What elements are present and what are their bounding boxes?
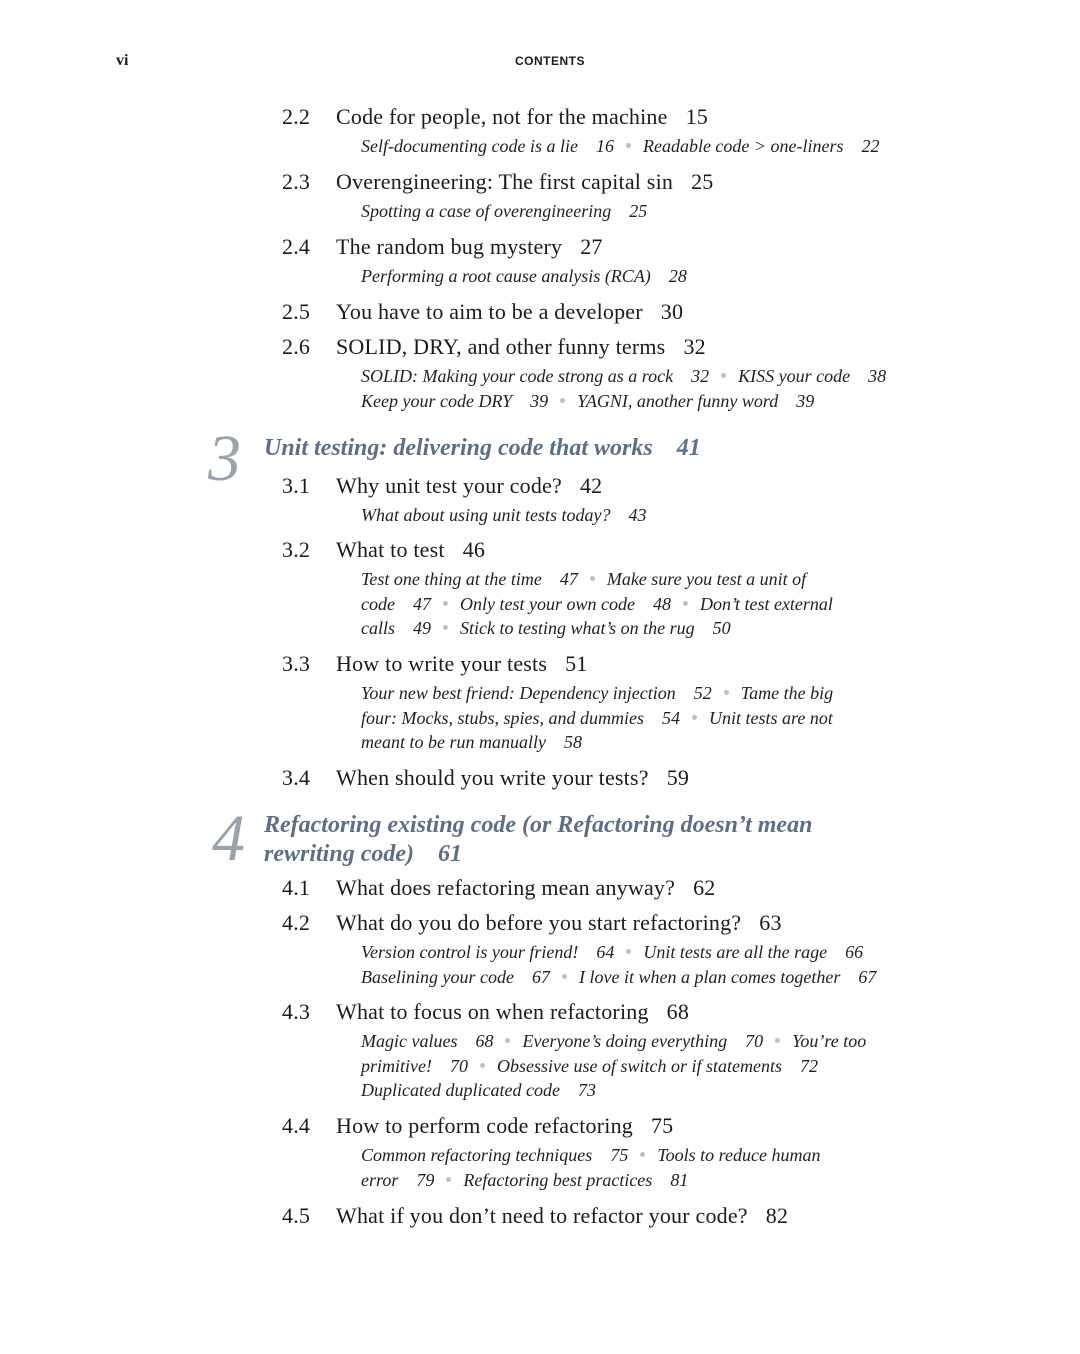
chapter-number-3: 3 [208,422,241,495]
page-number: 27 [580,234,603,259]
section-title: Code for people, not for the machine [336,104,668,129]
page-number: 66 [845,942,864,962]
toc-subsections [361,1145,820,1166]
subsection-title[interactable]: Magic values [361,1031,458,1051]
section-title: The random bug mystery [336,234,563,259]
page-number: 79 [416,1170,435,1190]
page-number: 48 [652,594,671,614]
toc-subsections [361,266,691,287]
running-head: CONTENTS [515,54,585,68]
toc-section-4-5[interactable] [282,1203,788,1229]
toc-subsections [361,1031,866,1052]
page-number: 68 [666,999,690,1024]
subsection-title[interactable]: Readable code > one-liners [642,136,844,156]
toc-subsections [361,136,884,157]
subsection-title-continued[interactable]: primitive! [361,1056,432,1076]
toc-section-2-3[interactable] [282,169,714,195]
page-number: 46 [462,537,486,562]
section-title: What if you don’t need to refactor your code? [336,1203,748,1228]
page-number: 32 [691,366,710,386]
bullet-separator [443,625,448,630]
toc-subsections [361,708,833,729]
subsection-title[interactable]: Tools to reduce human [657,1145,821,1165]
bullet-separator [446,1177,451,1182]
toc-section-3-1[interactable] [282,473,602,499]
toc-section-2-2[interactable] [282,104,708,130]
page-number: 32 [683,334,706,359]
page-number: 63 [759,910,782,935]
section-title: What to focus on when refactoring [336,999,649,1024]
page-number: 82 [765,1203,789,1228]
subsection-title[interactable]: Duplicated duplicated code [361,1080,560,1100]
section-number: 2.6 [282,334,311,359]
toc-subsections [361,505,651,526]
page-number: 62 [693,875,716,900]
subsection-title[interactable]: Spotting a case of overengineering [361,201,612,221]
toc-subsections [361,942,867,963]
section-number: 3.1 [282,473,311,498]
page-number: 61 [438,841,462,867]
section-number: 3.4 [282,765,311,790]
bullet-separator [480,1063,485,1068]
chapter-title-3[interactable] [264,434,701,463]
toc-subsections [361,683,833,704]
subsection-title[interactable]: What about using unit tests today? [361,505,611,525]
subsection-title-continued[interactable]: meant to be run manually [361,732,546,752]
chapter-number-4: 4 [212,802,245,875]
page-number: 70 [449,1056,468,1076]
bullet-separator [505,1038,510,1043]
toc-section-4-1[interactable] [282,875,716,901]
section-title: How to write your tests [336,651,548,676]
section-title: SOLID, DRY, and other funny terms [336,334,666,359]
bullet-separator [683,601,688,606]
page-number: 38 [868,366,887,386]
page-number: 67 [858,967,877,987]
subsection-title[interactable]: Everyone’s doing everything [522,1031,728,1051]
page-number: 39 [796,391,815,411]
bullet-separator [590,576,595,581]
section-number: 4.5 [282,1203,311,1228]
subsection-title[interactable]: Only test your own code [459,594,635,614]
section-number: 3.3 [282,651,311,676]
bullet-separator [692,715,697,720]
section-title: What does refactoring mean anyway? [336,875,676,900]
page-number: 47 [559,569,578,589]
section-number: 2.4 [282,234,311,259]
subsection-title[interactable]: You’re too [792,1031,867,1051]
page-number: 30 [660,299,684,324]
bullet-separator [443,601,448,606]
bullet-separator [626,143,631,148]
toc-section-4-4[interactable] [282,1113,673,1139]
chapter-title-4[interactable] [264,811,812,869]
subsection-title[interactable]: SOLID: Making your code strong as a rock [361,366,674,386]
page-number: 16 [595,136,614,156]
page-number: 73 [577,1080,596,1100]
page-number: 67 [531,967,550,987]
subsection-title[interactable]: Keep your code DRY [361,391,513,411]
page-number: 28 [668,266,687,286]
section-title: You have to aim to be a developer [336,299,643,324]
subsection-title-continued[interactable]: calls [361,618,395,638]
section-number: 4.4 [282,1113,311,1138]
page-number: 41 [676,435,701,461]
bullet-separator [560,398,565,403]
section-number: 4.3 [282,999,311,1024]
bullet-separator [640,1152,645,1157]
page-number: 70 [745,1031,764,1051]
toc-subsections [361,201,651,222]
page-number: 50 [712,618,731,638]
section-number: 2.2 [282,104,311,129]
folio: vi [116,52,129,69]
page-number: 25 [691,169,714,194]
subsection-title-continued[interactable]: four: Mocks, stubs, spies, and dummies [361,708,644,728]
page-number: 72 [799,1056,818,1076]
section-number: 2.5 [282,299,311,324]
toc-section-3-3[interactable] [282,651,588,677]
page-number: 59 [666,765,690,790]
subsection-title-continued[interactable]: code [361,594,395,614]
page-number: 42 [579,473,603,498]
section-title: When should you write your tests? [336,765,649,790]
subsection-title[interactable]: Obsessive use of switch or if statements [496,1056,782,1076]
bullet-separator [626,949,631,954]
bullet-separator [724,690,729,695]
page-number: 81 [670,1170,689,1190]
chapter-title-line-1: Refactoring existing code (or Refactoring doesn’t mean [264,812,813,838]
page-number: 68 [475,1031,494,1051]
page-number: 51 [565,651,588,676]
toc-subsections [361,967,880,988]
subsection-title[interactable]: Unit tests are all the rage [643,942,828,962]
toc-subsections [361,569,806,590]
toc-section-2-4[interactable] [282,234,603,260]
page-number: 43 [628,505,647,525]
subsection-title[interactable]: Baselining your code [361,967,514,987]
subsection-title[interactable]: Stick to testing what’s on the rug [460,618,695,638]
subsection-title[interactable]: Your new best friend: Dependency injection [361,683,676,703]
subsection-title[interactable]: Self-documenting code is a lie [361,136,578,156]
subsection-title[interactable]: Don’t test external [699,594,833,614]
page-number: 39 [530,391,549,411]
toc-subsections [361,391,818,412]
toc-section-4-2[interactable] [282,910,782,936]
section-number: 4.2 [282,910,311,935]
section-title: How to perform code refactoring [336,1113,633,1138]
toc-section-3-2[interactable] [282,537,485,563]
toc-section-4-3[interactable] [282,999,689,1025]
subsection-title[interactable]: Version control is your friend! [361,942,579,962]
section-title: What do you do before you start refactoring? [336,910,742,935]
page-number: 64 [596,942,615,962]
subsection-title[interactable]: Make sure you test a unit of [606,569,807,589]
subsection-title[interactable]: Test one thing at the time [361,569,542,589]
toc-section-3-4[interactable] [282,765,689,791]
bullet-separator [721,373,726,378]
toc-subsections [361,732,586,753]
section-number: 3.2 [282,537,311,562]
section-title: What to test [336,537,445,562]
subsection-title[interactable]: Refactoring best practices [463,1170,653,1190]
page-number: 75 [650,1113,674,1138]
section-title: Why unit test your code? [336,473,562,498]
page-number: 75 [610,1145,629,1165]
toc-subsections [361,594,833,615]
section-number: 2.3 [282,169,311,194]
page-number: 25 [629,201,648,221]
subsection-title[interactable]: Performing a root cause analysis (RCA) [361,266,651,286]
toc-section-2-6[interactable] [282,334,706,360]
toc-section-2-5[interactable] [282,299,683,325]
page-number: 54 [661,708,680,728]
subsection-title[interactable]: KISS your code [738,366,851,386]
subsection-title[interactable]: Common refactoring techniques [361,1145,593,1165]
section-title: Overengineering: The first capital sin [336,169,674,194]
page-number: 15 [685,104,708,129]
section-number: 4.1 [282,875,311,900]
page-number: 52 [693,683,712,703]
chapter-title-line-2: rewriting code) [264,841,414,867]
page-number: 22 [861,136,880,156]
subsection-title-continued[interactable]: error [361,1170,399,1190]
toc-subsections [361,1170,692,1191]
subsection-title[interactable]: YAGNI, another funny word [577,391,779,411]
subsection-title[interactable]: I love it when a plan comes together [578,967,841,987]
page-number: 58 [563,732,582,752]
toc-subsections [361,618,735,639]
toc-subsections [361,1056,822,1077]
chapter-title-text: Unit testing: delivering code that works [264,435,653,461]
subsection-title[interactable]: Tame the big [740,683,834,703]
page-number: 49 [413,618,431,638]
page-number: 47 [412,594,431,614]
bullet-separator [775,1038,780,1043]
toc-subsections [361,366,890,387]
subsection-title[interactable]: Unit tests are not [708,708,833,728]
toc-subsections [361,1080,600,1101]
bullet-separator [562,974,567,979]
